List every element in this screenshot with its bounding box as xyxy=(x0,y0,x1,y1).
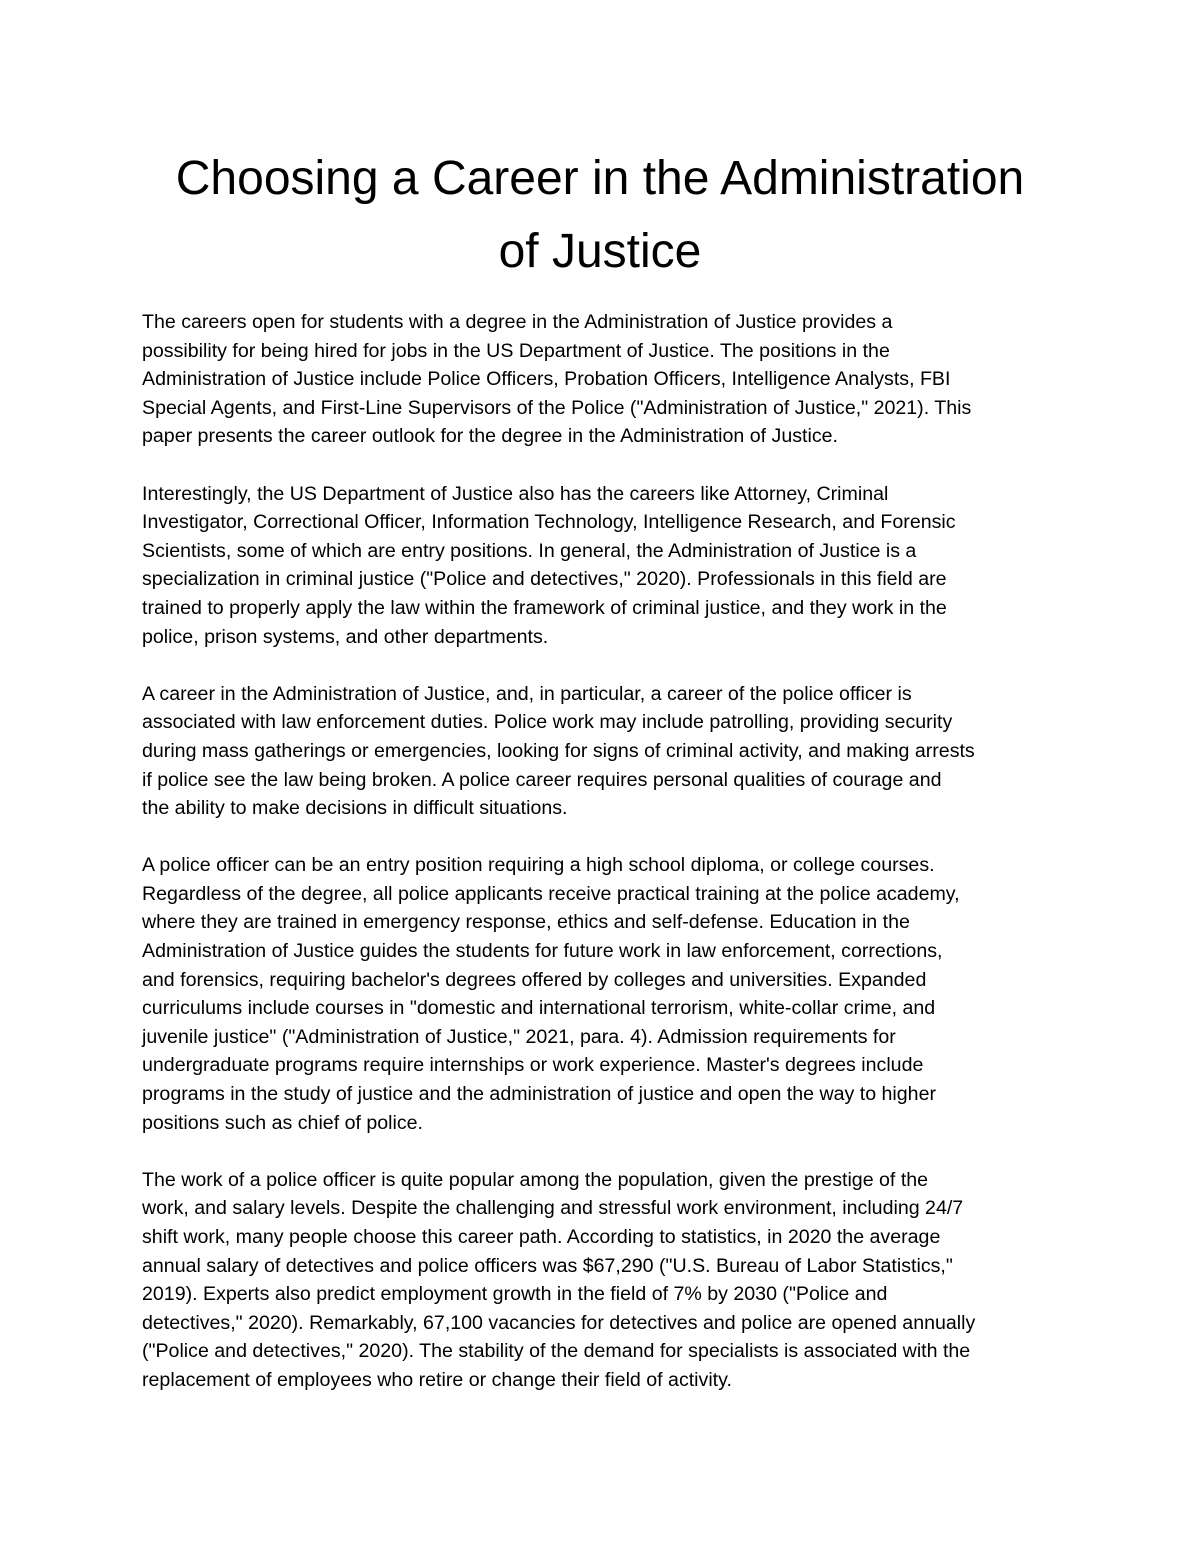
paragraph-3: A career in the Administration of Justice, and, in particular, a career of the police officer is associated with law enforcement duties. Police work may include patrolling, providing security during mass gatherings or emergencies, looking for signs of criminal activity, and making arrests if police see the law being broken. A police career requires personal qualities of courage and the ability to make decisions in difficult situations. xyxy=(142,682,975,820)
paragraph-1: The careers open for students with a degree in the Administration of Justice provides a possibility for being hired for jobs in the US Department of Justice. The positions in the Administration of Justice include Police Officers, Probation Officers, Intelligence Analysts, FBI Special Agents, and First-Line Supervisors of the Police ("Administration of Justice," 2021). This paper presents the career outlook for the degree in the Administration of Justice. xyxy=(142,311,972,448)
paragraph-4: A police officer can be an entry position requiring a high school diploma, or college courses. Regardless of the degree, all police applicants receive practical training at the police academy, where they are trained in emergency response, ethics and self-defense. Education in the Administration of Justice guides the students for future work in law enforcement, corrections, and forensics, requiring bachelor's degrees offered by colleges and universities. Expanded curriculums include courses in "domestic and international terrorism, white-collar crime, and juvenile justice" ("Administration of Justice," 2021, para. 4). Admission requirements for undergraduate programs require internships or work experience. Master's degrees include programs in the study of justice and the administration of justice and open the way to higher positions such as chief of police. xyxy=(142,854,960,1134)
document-title: Choosing a Career in the Administration of Justice xyxy=(175,152,1025,278)
paragraph-5: The work of a police officer is quite popular among the population, given the prestige of the work, and salary levels. Despite the challenging and stressful work environment, including 24/7 shift work, many people choose this career path. According to statistics, in 2020 the average annual salary of detectives and police officers was $67,290 ("U.S. Bureau of Labor Statistics," 2019). Experts also predict employment growth in the field of 7% by 2030 ("Police and detectives," 2020). Remarkably, 67,100 vacancies for detectives and police are opened annually ("Police and detectives," 2020). The stability of the demand for specialists is associated with the replacement of employees who retire or change their field of activity. xyxy=(142,1168,976,1391)
paragraph-2: Interestingly, the US Department of Justice also has the careers like Attorney, Criminal Investigator, Correctional Officer, Information Technology, Intelligence Research, and Forensic Scientists, some of which are entry positions. In general, the Administration of Justice is a specialization in criminal justice ("Police and detectives," 2020). Professionals in this field are trained to properly apply the law within the framework of criminal justice, and they work in the police, prison systems, and other departments. xyxy=(142,482,956,648)
document-body xyxy=(142,308,1066,1423)
